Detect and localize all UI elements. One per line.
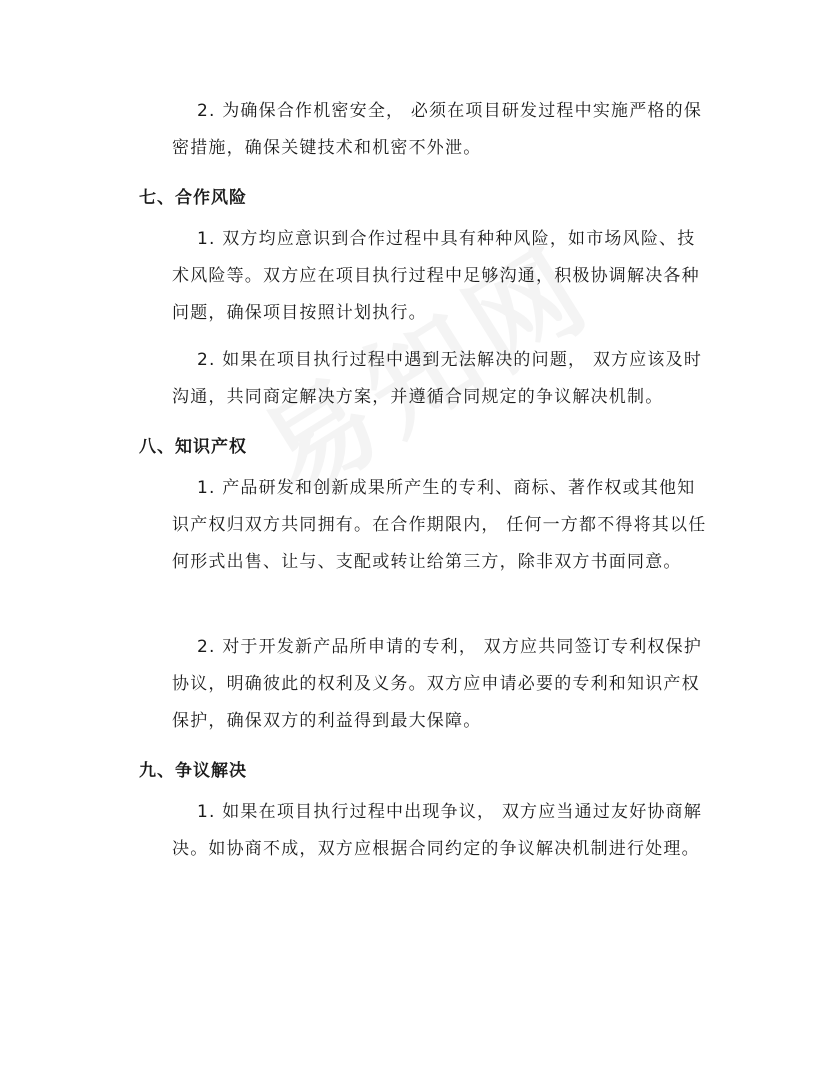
paragraph-9-1: 1. 如果在项目执行过程中出现争议， 双方应当通过友好协商解决。如协商不成，双方应根据合同约定的争议解决机制进行处理。 [172,802,703,859]
paragraph-8-1: 1. 产品研发和创新成果所产生的专利、商标、著作权或其他知识产权归双方共同拥有。在合作期限内， 任何一方都不得将其以任何形式出售、让与、支配或转让给第三方，除非双方书面同意。 [172,478,707,572]
section-heading-9: 九、争议解决 [139,761,247,781]
section-heading-7: 七、合作风险 [139,188,247,208]
paragraph-6-2: 2. 为确保合作机密安全， 必须在项目研发过程中实施严格的保密措施，确保关键技术和机密不外泄。 [172,101,703,158]
paragraph-8-2: 2. 对于开发新产品所申请的专利， 双方应共同签订专利权保护协议，明确彼此的权利及义务。双方应申请必要的专利和知识产权保护，确保双方的利益得到最大保障。 [172,637,703,731]
paragraph-7-2: 2. 如果在项目执行过程中遇到无法解决的问题， 双方应该及时沟通，共同商定解决方案，并遵循合同规定的争议解决机制。 [172,350,703,407]
section-heading-8: 八、知识产权 [139,437,247,457]
paragraph-7-1: 1. 双方均应意识到合作过程中具有种种风险，如市场风险、技术风险等。双方应在项目执行过程中足够沟通，积极协调解决各种问题，确保项目按照计划执行。 [172,229,700,323]
